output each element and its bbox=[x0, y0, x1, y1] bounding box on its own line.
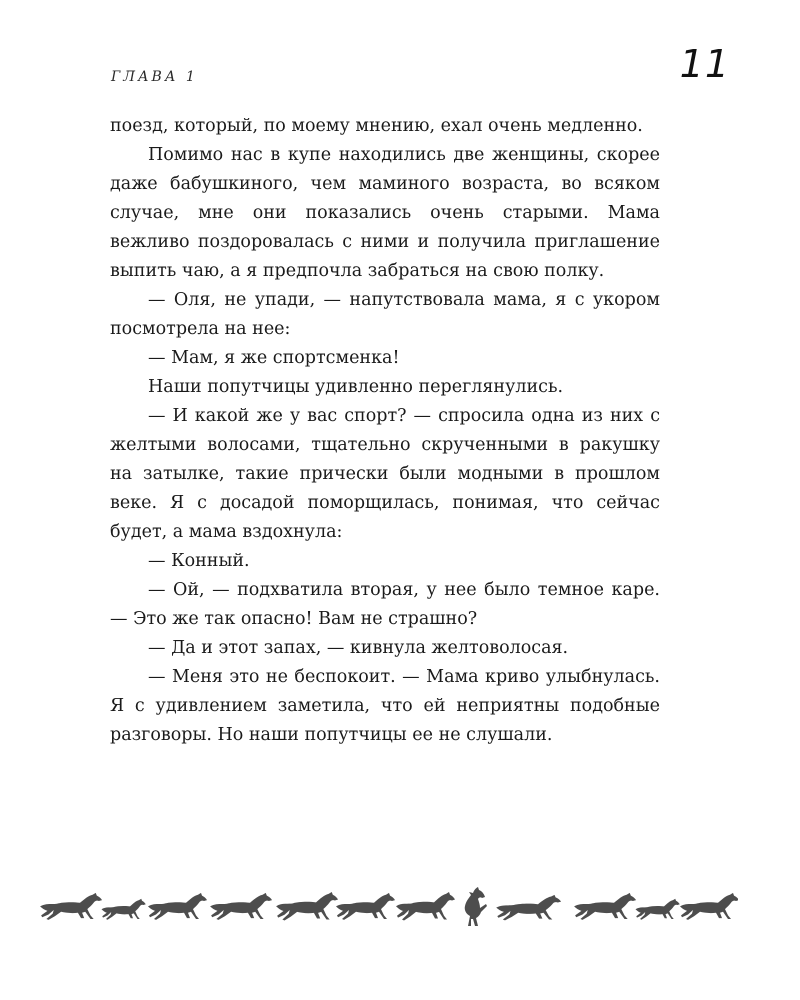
paragraph: — Оля, не упади, — напутствовала мама, я с укором посмотрела на нее: bbox=[110, 290, 660, 339]
paragraph: — Меня это не беспокоит. — Мама криво улыбнулась. Я с удивлением заметила, что ей неприятны подобные разговоры. Но наши попутчицы ее не слушали. bbox=[110, 667, 660, 745]
galloping-horses-icon bbox=[38, 884, 738, 928]
paragraph: Наши попутчицы удивленно переглянулись. bbox=[148, 377, 564, 397]
page-number: 11 bbox=[679, 42, 730, 86]
paragraph: — Конный. bbox=[148, 551, 250, 571]
paragraph: Помимо нас в купе находились две женщины, скорее даже бабушкиного, чем маминого возраста, во всяком случае, мне они показались очень старыми. Мама вежливо поздоровалась с ними и получила приглашение выпить чаю, а я предпочла забраться на свою полку. bbox=[110, 145, 660, 281]
paragraph: — Да и этот запах, — кивнула желтоволосая. bbox=[148, 638, 569, 658]
running-head: ГЛАВА 1 bbox=[111, 69, 198, 85]
paragraph: — Ой, — подхватила вторая, у нее было темное каре. — Это же так опасно! Вам не страшно? bbox=[110, 580, 660, 629]
paragraph: — Мам, я же спортсменка! bbox=[148, 348, 400, 368]
body-text bbox=[110, 112, 660, 750]
paragraph: — И какой же у вас спорт? — спросила одна из них с желтыми волосами, тщательно скрученными в ракушку на затылке, такие прически были модными в прошлом веке. Я с досадой поморщилась, понимая, что сейчас будет, а мама вздохнула: bbox=[110, 406, 660, 542]
paragraph: поезд, который, по моему мнению, ехал очень медленно. bbox=[110, 116, 643, 136]
horse-frieze bbox=[38, 884, 738, 928]
